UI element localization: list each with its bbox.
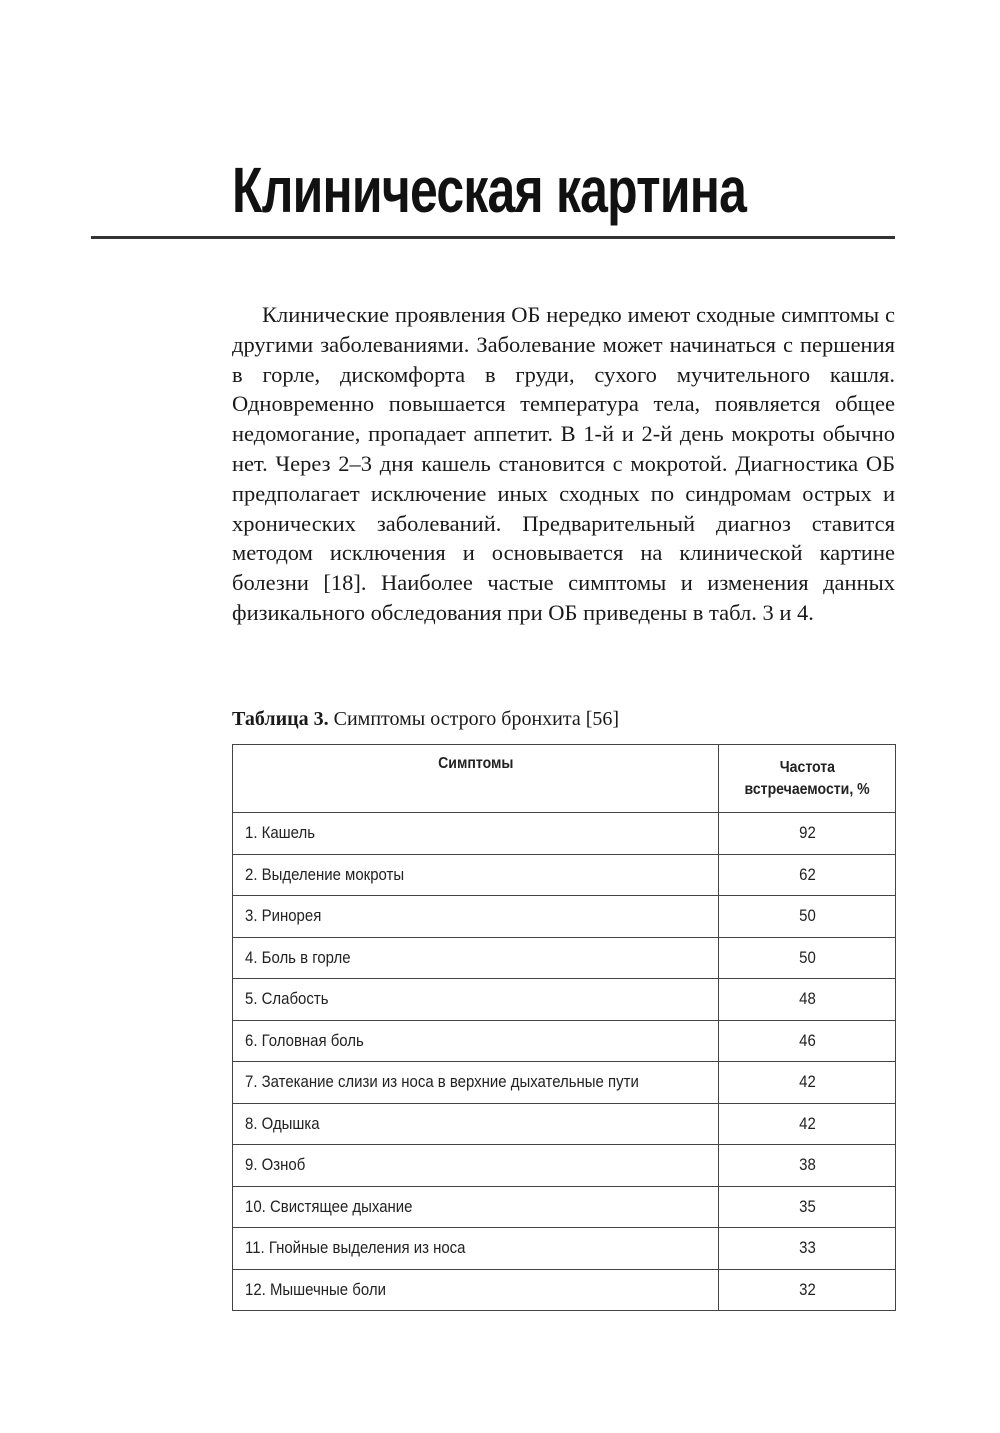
table-row	[233, 979, 896, 1021]
symptom-cell: 1. Кашель	[233, 813, 719, 855]
frequency-cell: 35	[719, 1186, 896, 1228]
table-header-row	[233, 745, 896, 813]
table-row	[233, 854, 896, 896]
frequency-cell: 38	[719, 1145, 896, 1187]
frequency-cell: 50	[719, 937, 896, 979]
frequency-cell: 46	[719, 1020, 896, 1062]
table-row	[233, 1145, 896, 1187]
header-symptoms: Симптомы	[233, 745, 719, 813]
symptom-cell: 3. Ринорея	[233, 896, 719, 938]
header-frequency: Частота встречаемости, %	[719, 745, 896, 813]
table-caption-text: Симптомы острого бронхита [56]	[328, 708, 620, 730]
frequency-cell: 33	[719, 1228, 896, 1270]
symptom-cell: 7. Затекание слизи из носа в верхние дыхательные пути	[233, 1062, 719, 1104]
table-caption-label: Таблица 3.	[232, 708, 329, 730]
body-paragraph-block	[232, 300, 895, 628]
table-row	[233, 937, 896, 979]
body-paragraph: Клинические проявления ОБ нередко имеют сходные симптомы с другими заболеваниями. Заболевание может начинаться с першения в горле, дискомфорта в груди, сухого мучительного кашля. Одновременно повышается температура тела, появляется общее недомогание, пропадает аппетит. В 1-й и 2-й день мокроты обычно нет. Через 2–3 дня кашель становится с мокротой. Диагностика ОБ предполагает исключение иных сходных по синдромам острых и хронических заболеваний. Предварительный диагноз ставится методом исключения и основывается на клинической картине болезни [18]. Наиболее частые симптомы и изменения данных физикального обследования при ОБ приведены в табл. 3 и 4.	[232, 302, 895, 625]
frequency-cell: 42	[719, 1062, 896, 1104]
title-divider	[91, 236, 895, 239]
table-row	[233, 1228, 896, 1270]
symptom-cell: 4. Боль в горле	[233, 937, 719, 979]
page-title: Клиническая картина	[232, 154, 747, 226]
symptom-cell: 11. Гнойные выделения из носа	[233, 1228, 719, 1270]
symptom-cell: 8. Одышка	[233, 1103, 719, 1145]
frequency-cell: 32	[719, 1269, 896, 1311]
frequency-cell: 42	[719, 1103, 896, 1145]
symptom-cell: 9. Озноб	[233, 1145, 719, 1187]
table-row	[233, 1269, 896, 1311]
frequency-cell: 92	[719, 813, 896, 855]
table-row	[233, 1020, 896, 1062]
symptom-cell: 6. Головная боль	[233, 1020, 719, 1062]
table-row	[233, 1062, 896, 1104]
table-caption	[232, 705, 619, 733]
symptom-cell: 5. Слабость	[233, 979, 719, 1021]
symptoms-table	[232, 744, 896, 1311]
frequency-cell: 62	[719, 854, 896, 896]
table-row	[233, 813, 896, 855]
symptom-cell: 2. Выделение мокроты	[233, 854, 719, 896]
table-row	[233, 1186, 896, 1228]
table-row	[233, 1103, 896, 1145]
frequency-cell: 50	[719, 896, 896, 938]
table-row	[233, 896, 896, 938]
frequency-cell: 48	[719, 979, 896, 1021]
symptom-cell: 12. Мышечные боли	[233, 1269, 719, 1311]
symptom-cell: 10. Свистящее дыхание	[233, 1186, 719, 1228]
